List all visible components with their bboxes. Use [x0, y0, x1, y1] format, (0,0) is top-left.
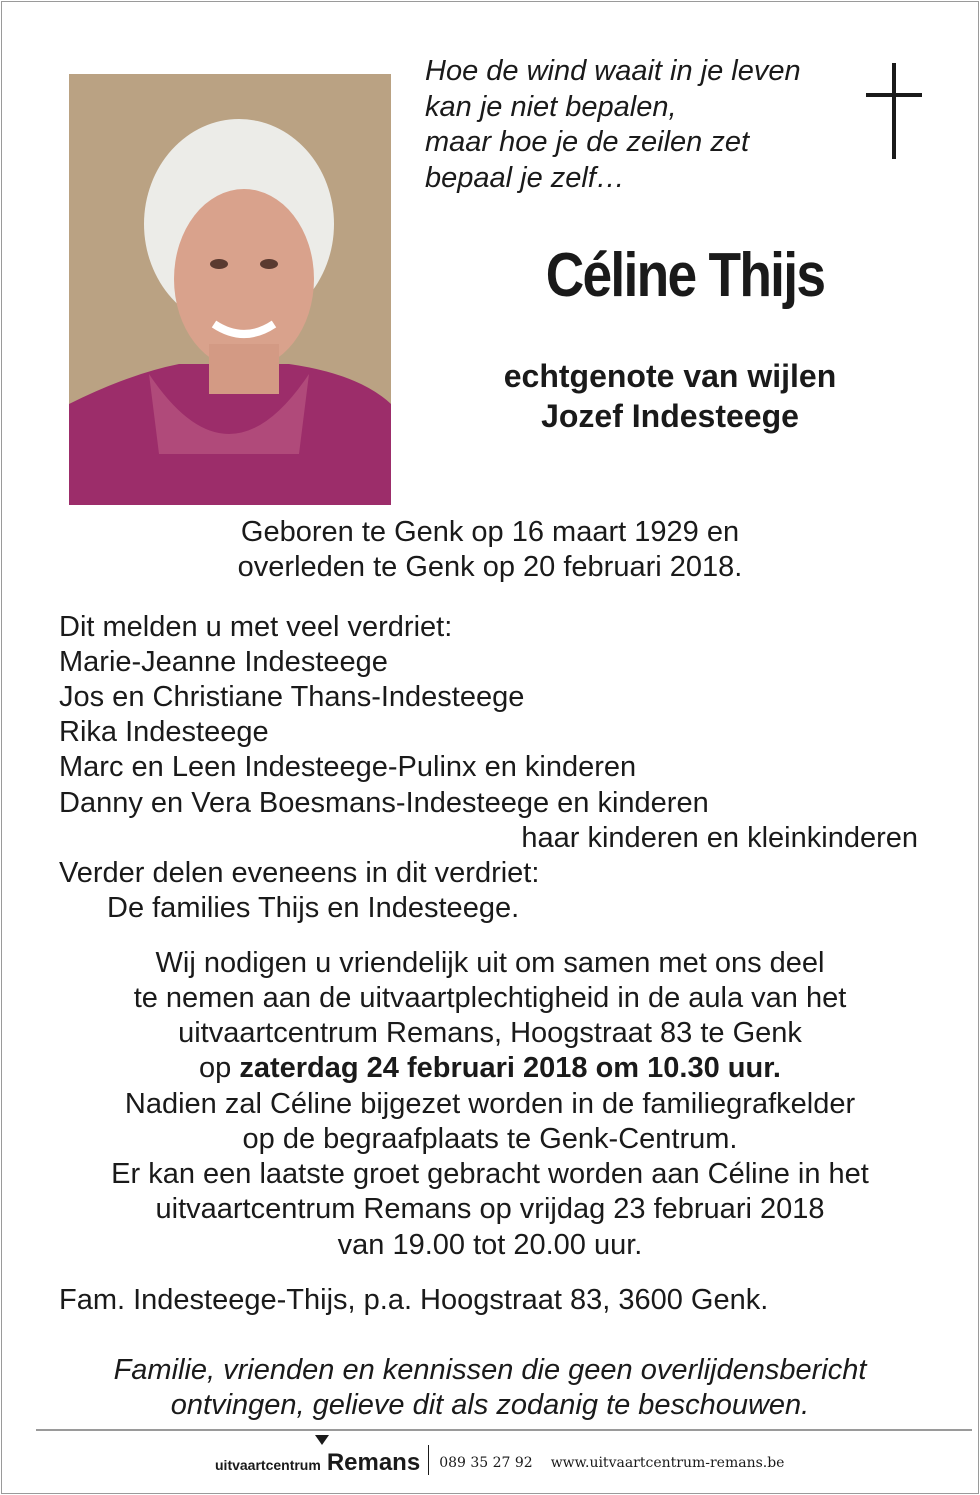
birth-line: Geboren te Genk op 16 maart 1929 en	[240, 516, 740, 548]
mourners-summary: haar kinderen en kleinkinderen	[521, 822, 918, 854]
spouse-info	[440, 356, 900, 436]
family-address: Fam. Indesteege-Thijs, p.a. Hoogstraat 83, 3600 Genk.	[59, 1284, 769, 1316]
cross-icon	[866, 63, 922, 159]
deceased-name: Céline Thijs	[545, 241, 825, 310]
mourners-intro: Dit melden u met veel verdriet:	[59, 611, 453, 643]
footer-separator	[428, 1445, 429, 1475]
funeral-date: zaterdag 24 februari 2018 om 10.30 uur.	[239, 1052, 781, 1084]
invite-line: te nemen aan de uitvaartplechtigheid in de aula van het	[133, 982, 847, 1014]
mourner: Jos en Christiane Thans-Indesteege	[59, 681, 525, 713]
funeral-date-line	[0, 1051, 980, 1086]
invite-line: van 19.00 tot 20.00 uur.	[337, 1229, 643, 1261]
invite-line: Nadien zal Céline bijgezet worden in de familiegrafkelder	[124, 1088, 856, 1120]
mourner: Rika Indesteege	[59, 716, 269, 748]
poem	[425, 54, 801, 196]
footer	[215, 1437, 784, 1477]
invite-line: uitvaartcentrum Remans, Hoogstraat 83 te Genk	[178, 1017, 802, 1049]
footer-logo	[327, 1449, 420, 1477]
poem-line: Hoe de wind waait in je leven	[425, 55, 801, 87]
portrait-photo	[69, 74, 391, 505]
mourner: Danny en Vera Boesmans-Indesteege en kinderen	[59, 787, 709, 819]
invite-line: Er kan een laatste groet gebracht worden aan Céline in het	[111, 1158, 869, 1190]
invite-line: op de begraafplaats te Genk-Centrum.	[242, 1123, 738, 1155]
footer-phone: 089 35 27 92	[439, 1455, 533, 1471]
poem-line: bepaal je zelf…	[425, 161, 625, 194]
poem-line: kan je niet bepalen,	[425, 90, 677, 123]
death-line: overleden te Genk op 20 februari 2018.	[237, 551, 743, 583]
others-intro: Verder delen eveneens in dit verdriet:	[59, 857, 540, 889]
poem-line: maar hoe je de zeilen zet	[425, 126, 750, 158]
mourner: Marc en Leen Indesteege-Pulinx en kinderen	[59, 751, 637, 783]
footer-divider	[36, 1429, 972, 1431]
invite-line: uitvaartcentrum Remans op vrijdag 23 februari 2018	[155, 1193, 825, 1225]
closing-line: ontvingen, gelieve dit als zodanig te beschouwen.	[170, 1389, 810, 1421]
others: De families Thijs en Indesteege.	[107, 892, 520, 924]
footer-brand: Remans	[326, 1449, 421, 1476]
footer-prefix: uitvaartcentrum	[215, 1457, 321, 1473]
spouse-line: echtgenote van wijlen	[503, 358, 837, 394]
closing-line: Familie, vrienden en kennissen die geen overlijdensbericht	[113, 1354, 867, 1386]
triangle-icon	[315, 1435, 329, 1445]
footer-website[interactable]: www.uitvaartcentrum-remans.be	[550, 1455, 785, 1471]
op-text: op	[199, 1052, 240, 1084]
invite-line: Wij nodigen u vriendelijk uit om samen met ons deel	[155, 947, 825, 979]
spouse-line: Jozef Indesteege	[541, 398, 799, 434]
mourner: Marie-Jeanne Indesteege	[59, 646, 388, 678]
